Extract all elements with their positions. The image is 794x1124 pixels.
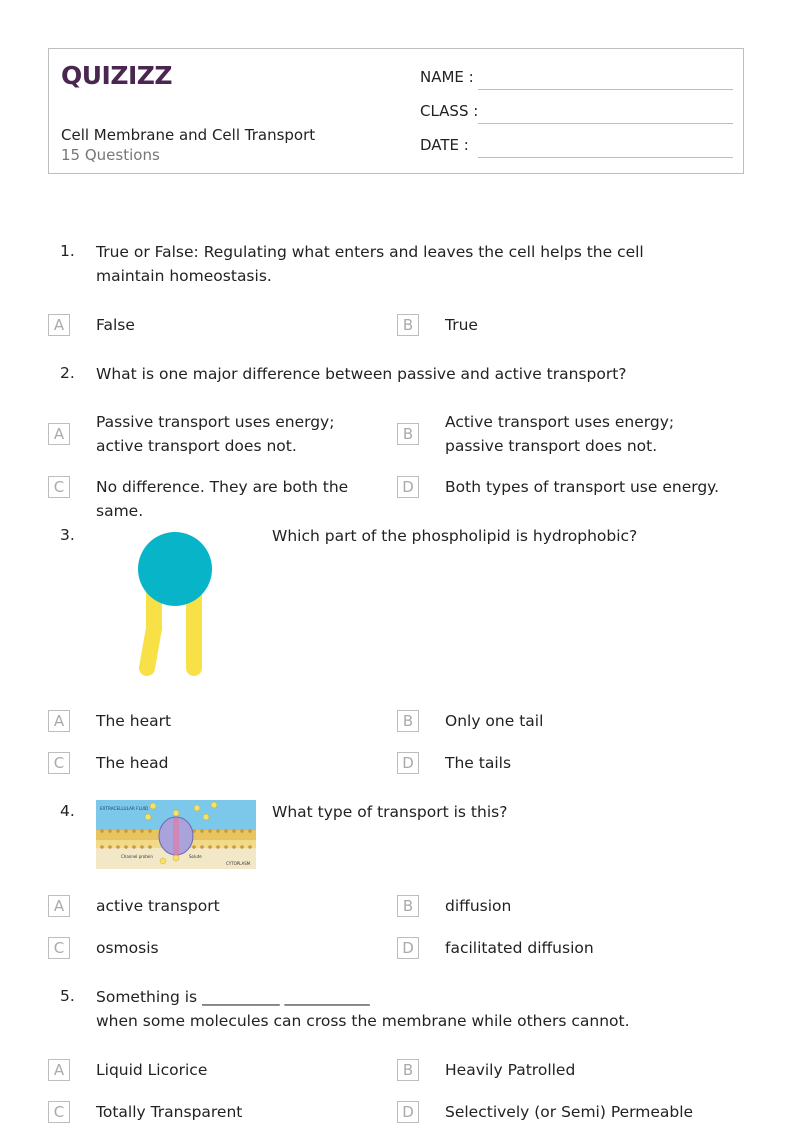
option-letter-box[interactable]: C	[48, 1101, 70, 1123]
option-letter-box[interactable]: C	[48, 752, 70, 774]
worksheet-title: Cell Membrane and Cell Transport	[61, 126, 316, 144]
question-number: 2.	[60, 364, 75, 382]
option-text[interactable]: Both types of transport use energy.	[445, 478, 720, 496]
option-text[interactable]: No difference. They are both the same.	[96, 478, 349, 520]
option-letter-box[interactable]: A	[48, 895, 70, 917]
option-letter-box[interactable]: D	[397, 476, 419, 498]
option-text[interactable]: False	[96, 316, 135, 334]
question-count: 15 Questions	[61, 146, 160, 164]
question-text: What is one major difference between passive and active transport?	[96, 365, 627, 383]
option-letter-box[interactable]: B	[397, 710, 419, 732]
phospholipid-head	[138, 532, 212, 606]
option-letter-box[interactable]: B	[397, 423, 419, 445]
date-line	[478, 157, 733, 158]
option-letter-box[interactable]: B	[397, 1059, 419, 1081]
option-letter-box[interactable]: A	[48, 423, 70, 445]
extracellular-label: EXTRACELLULAR FLUID	[100, 806, 149, 811]
option-text[interactable]: Totally Transparent	[96, 1103, 243, 1121]
option-letter-box[interactable]: B	[397, 895, 419, 917]
name-label: NAME :	[420, 68, 474, 86]
option-text[interactable]: active transport	[96, 897, 220, 915]
option-text[interactable]: Heavily Patrolled	[445, 1061, 576, 1079]
option-letter-box[interactable]: A	[48, 314, 70, 336]
phospholipid-tail-left-bend	[147, 628, 154, 668]
question-text: True or False: Regulating what enters and leaves the cell helps the cell maintain homeostasis.	[96, 243, 644, 285]
class-label: CLASS :	[420, 102, 479, 120]
option-text[interactable]: The tails	[445, 754, 512, 772]
option-text[interactable]: Active transport uses energy; passive transport does not.	[445, 413, 675, 455]
option-letter-box[interactable]: C	[48, 937, 70, 959]
option-letter-box[interactable]: D	[397, 752, 419, 774]
option-text[interactable]: The heart	[96, 712, 172, 730]
option-text[interactable]: Liquid Licorice	[96, 1061, 208, 1079]
cytoplasm-label: CYTOPLASM	[226, 861, 251, 866]
option-text[interactable]: Passive transport uses energy; active transport does not.	[96, 413, 335, 455]
question-number: 1.	[60, 242, 75, 260]
question-number: 3.	[60, 526, 75, 544]
protein-channel	[173, 818, 179, 856]
option-text[interactable]: osmosis	[96, 939, 159, 957]
membrane-transport-image	[96, 800, 256, 869]
option-letter-box[interactable]: A	[48, 1059, 70, 1081]
option-text[interactable]: True	[445, 316, 478, 334]
option-text[interactable]: facilitated diffusion	[445, 939, 594, 957]
date-label: DATE :	[420, 136, 469, 154]
worksheet-header	[48, 48, 744, 174]
question-text-line1: Something is __________ ___________	[96, 988, 370, 1006]
solute-label: Solute	[189, 854, 202, 859]
class-line	[478, 123, 733, 124]
option-letter-box[interactable]: B	[397, 314, 419, 336]
question-text-line2: when some molecules can cross the membrane while others cannot.	[96, 1012, 630, 1030]
option-text[interactable]: diffusion	[445, 897, 512, 915]
option-letter-box[interactable]: D	[397, 937, 419, 959]
name-line	[478, 89, 733, 90]
quizizz-logo: QUIZIZZ	[61, 61, 173, 90]
option-letter-box[interactable]: D	[397, 1101, 419, 1123]
phospholipid-image	[128, 528, 228, 680]
question-number: 4.	[60, 802, 75, 820]
option-letter-box[interactable]: C	[48, 476, 70, 498]
question-text: What type of transport is this?	[272, 803, 508, 821]
option-text[interactable]: Selectively (or Semi) Permeable	[445, 1103, 694, 1121]
question-text: Which part of the phospholipid is hydrophobic?	[272, 527, 638, 545]
question-number: 5.	[60, 987, 75, 1005]
option-text[interactable]: The head	[96, 754, 169, 772]
option-text[interactable]: Only one tail	[445, 712, 544, 730]
option-letter-box[interactable]: A	[48, 710, 70, 732]
channel-protein-label: Channel protein	[121, 854, 153, 859]
